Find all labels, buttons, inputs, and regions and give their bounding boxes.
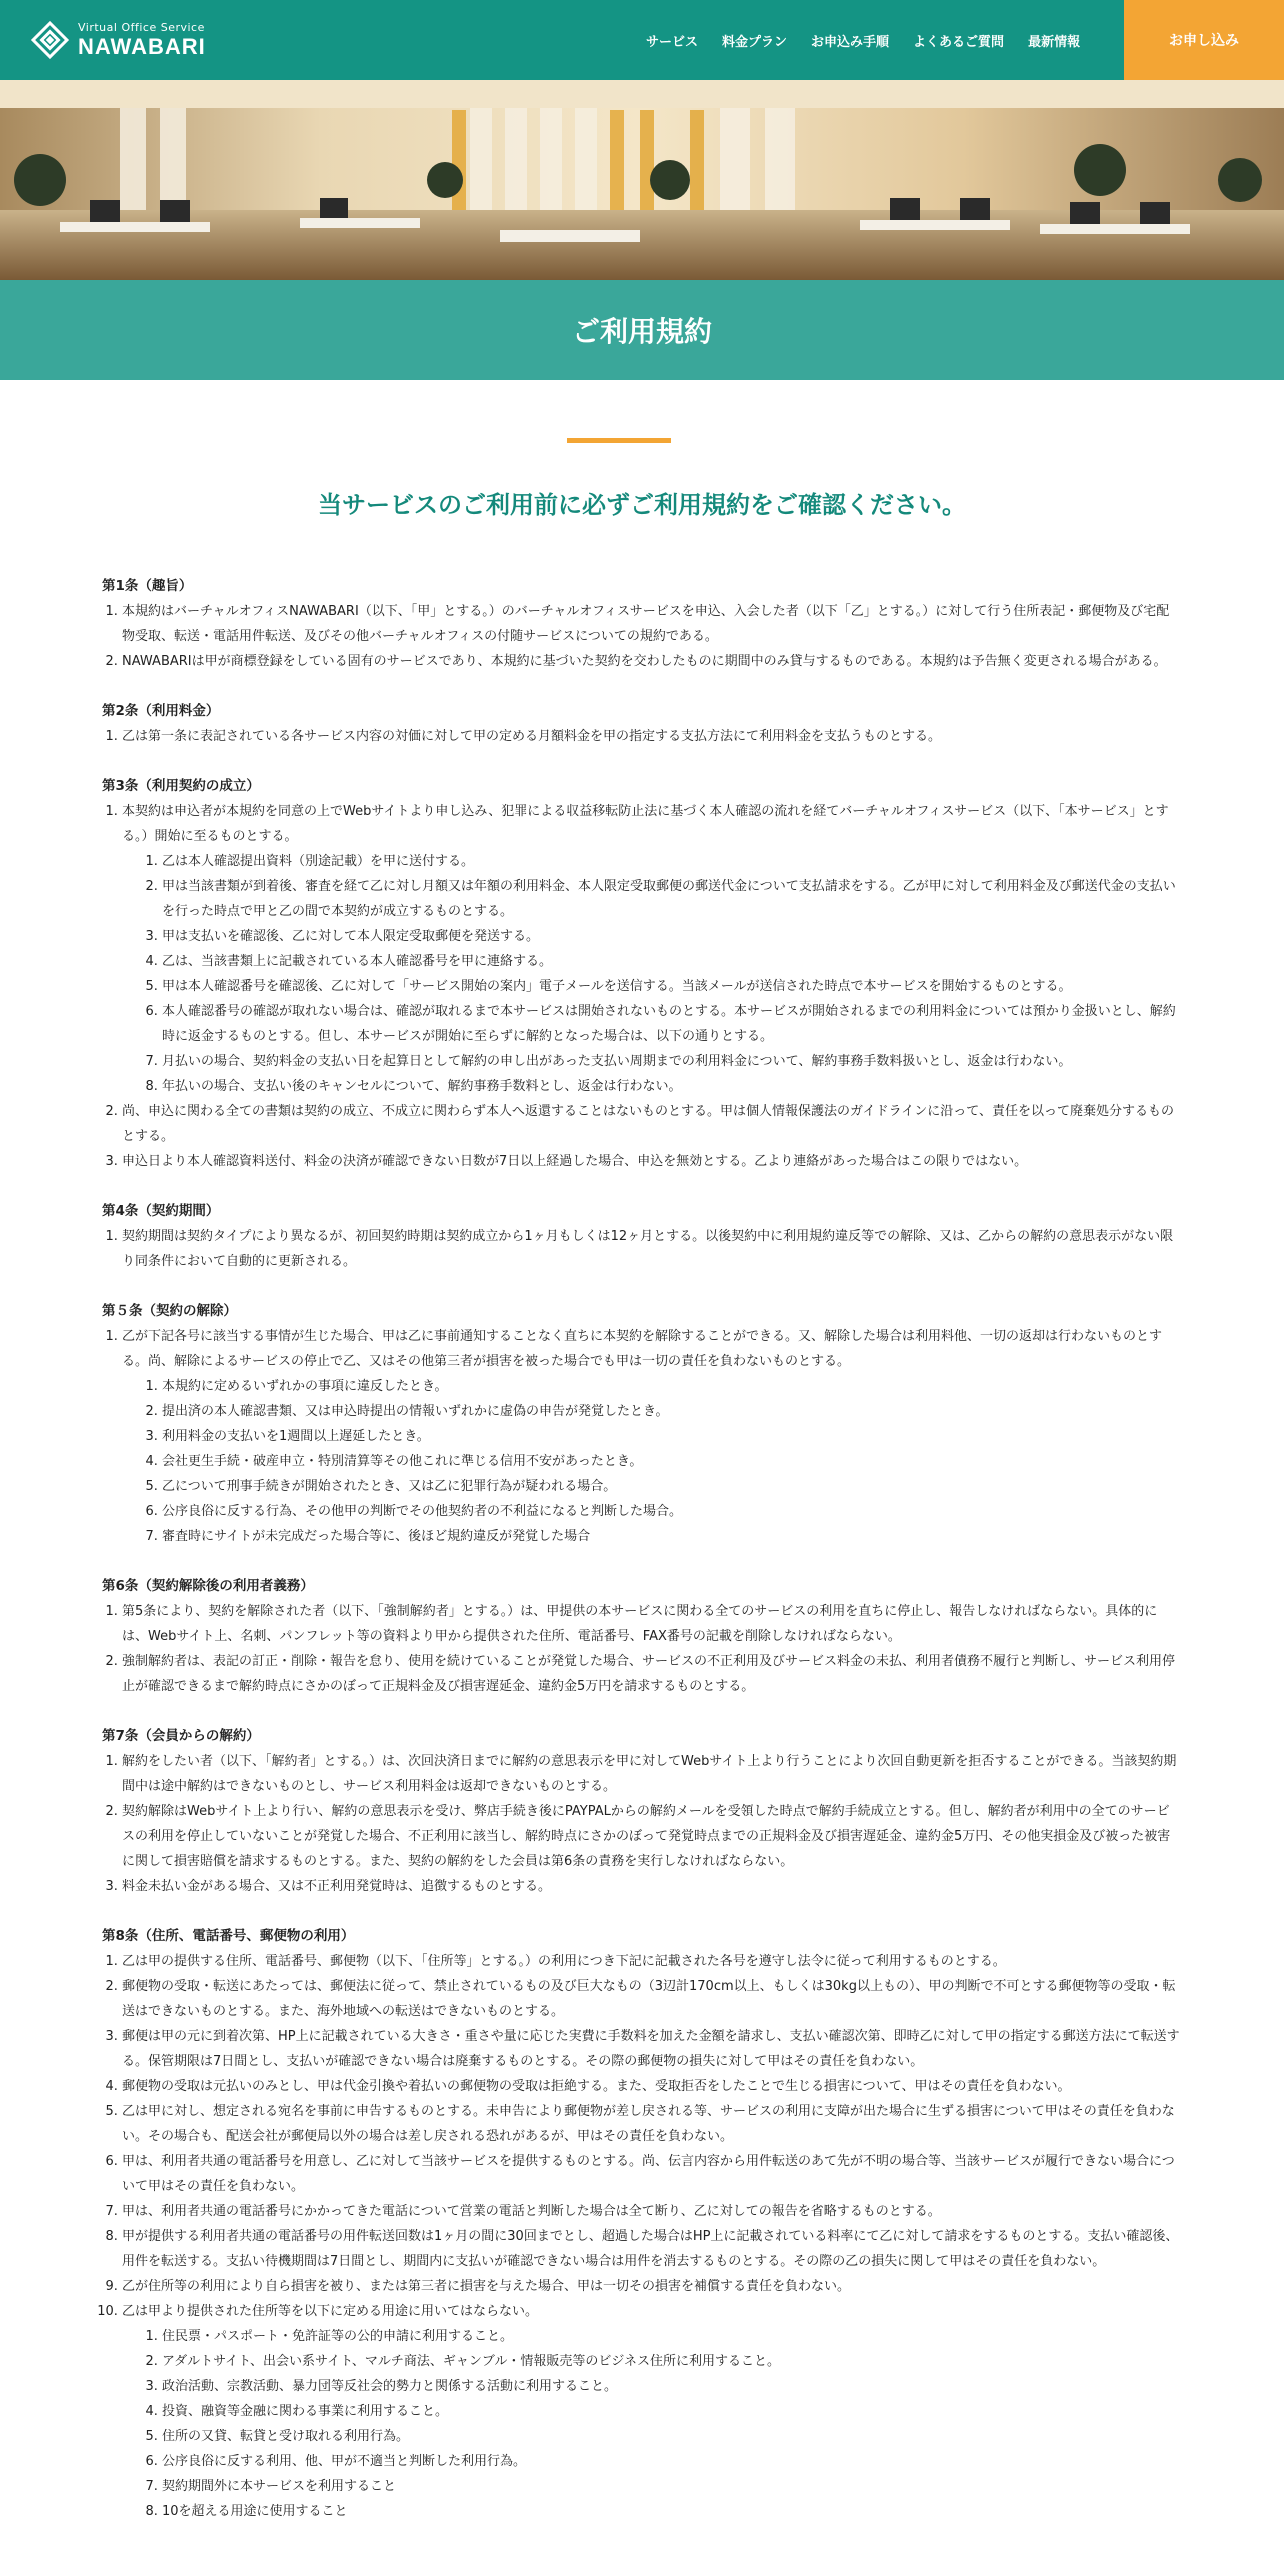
clause: 1. 解約をしたい者（以下、「解約者」とする。）は、次回決済日までに解約の意思表示を甲に対してWebサイト上より行うことにより次回自動更新を拒否することができる。当該契約期間中は途中解約はできないものとし、サービス利用料金は返却できないものとする。	[122, 1749, 1182, 1799]
clause-text: 乙が下記各号に該当する事情が生じた場合、甲は乙に事前通知することなく直ちに本契約を解除することができる。又、解除した場合は利用料他、一切の返却は行わないものとする。尚、解除によるサービスの停止で乙、又はその他第三者が損害を被った場合でも甲は一切の責任を負わないものとする。	[122, 1329, 1163, 1369]
clause: 2. 尚、申込に関わる全ての書類は契約の成立、不成立に関わらず本人へ返還することはないものとする。甲は個人情報保護法のガイドラインに沿って、責任を以って廃棄処分するものとする。	[122, 1099, 1182, 1149]
sub-clause: 2. 提出済の本人確認書類、又は申込時提出の情報いずれかに虚偽の申告が発覚したとき。	[162, 1399, 1182, 1424]
clause: 9. 乙が住所等の利用により自ら損害を被り、または第三者に損害を与えた場合、甲は一切その損害を補償する責任を負わない。	[122, 2274, 1182, 2299]
nav-service[interactable]: サービス	[646, 34, 699, 50]
article-6	[102, 1574, 1182, 1699]
sub-clause: 1. 本規約に定めるいずれかの事項に違反したとき。	[162, 1374, 1182, 1399]
clause: 1. 本規約はバーチャルオフィスNAWABARI（以下、「甲」とする。）のバーチャルオフィスサービスを申込、入会した者（以下「乙」とする。）に対して行う住所表記・郵便物及び宅配物受取、転送・電話用件転送、及びその他バーチャルオフィスの付随サービスについての規約である。	[122, 599, 1182, 649]
article-title: 第6条（契約解除後の利用者義務）	[102, 1578, 314, 1594]
sub-clause: 7. 契約期間外に本サービスを利用すること	[162, 2474, 1182, 2499]
page-title: ご利用規約	[571, 315, 712, 348]
sub-clause: 4. 投資、融資等金融に関わる事業に利用すること。	[162, 2399, 1182, 2424]
terms-content	[102, 574, 1182, 2549]
nav-faq[interactable]: よくあるご質問	[913, 34, 1005, 50]
sub-clause: 2. 甲は当該書類が到着後、審査を経て乙に対し月額又は年額の利用料金、本人限定受取郵便の郵送代金について支払請求をする。乙が甲に対して利用料金及び郵送代金の支払いを行った時点で甲と乙の間で本契約が成立するものとする。	[162, 874, 1182, 924]
apply-button[interactable]: お申し込み	[1124, 0, 1284, 80]
nav-pricing[interactable]: 料金プラン	[722, 34, 788, 50]
clause-text: 乙は甲より提供された住所等を以下に定める用途に用いてはならない。	[122, 2304, 539, 2319]
logo-wordmark: NAWABARI	[78, 34, 206, 59]
clause: 1. 第5条により、契約を解除された者（以下、「強制解約者」とする。）は、甲提供の本サービスに関わる全てのサービスの利用を直ちに停止し、報告しなければならない。具体的には、Webサイト上、名刺、パンフレット等の資料より甲から提供された住所、電話番号、FAX番号の記載を削除しなければならない。	[122, 1599, 1182, 1649]
sub-clause: 3. 政治活動、宗教活動、暴力団等反社会的勢力と関係する活動に利用すること。	[162, 2374, 1182, 2399]
article-title: 第7条（会員からの解約）	[102, 1728, 260, 1744]
logo[interactable]	[28, 14, 206, 66]
site-header	[0, 0, 1284, 80]
sub-clause: 3. 甲は支払いを確認後、乙に対して本人限定受取郵便を発送する。	[162, 924, 1182, 949]
sub-clause: 2. アダルトサイト、出会い系サイト、マルチ商法、ギャンブル・情報販売等のビジネス住所に利用すること。	[162, 2349, 1182, 2374]
nav-apply-steps[interactable]: お申込み手順	[811, 34, 890, 50]
article-8	[102, 1924, 1182, 2524]
clause: 2. 強制解約者は、表記の訂正・削除・報告を怠り、使用を続けていることが発覚した場合、サービスの不正利用及びサービス料金の未払、利用者債務不履行と判断し、サービス利用停止が確認できるまで解約時点にさかのぼって正規料金及び損害遅延金、違約金5万円を請求するものとする。	[122, 1649, 1182, 1699]
article-5	[102, 1299, 1182, 1549]
main-nav	[646, 0, 1104, 80]
clause: 1. 乙は甲の提供する住所、電話番号、郵便物（以下、「住所等」とする。）の利用につき下記に記載された各号を遵守し法令に従って利用するものとする。	[122, 1949, 1182, 1974]
sub-clause: 6. 公序良俗に反する利用、他、甲が不適当と判断した利用行為。	[162, 2449, 1182, 2474]
article-title: 第2条（利用料金）	[102, 703, 220, 719]
sub-clause: 5. 甲は本人確認番号を確認後、乙に対して「サービス開始の案内」電子メールを送信する。当該メールが送信された時点で本サービスを開始するものとする。	[162, 974, 1182, 999]
sub-clause: 7. 月払いの場合、契約料金の支払い日を起算日として解約の申し出があった支払い周期までの利用料金について、解約事務手数料扱いとし、返金は行わない。	[162, 1049, 1182, 1074]
clause: 4. 郵便物の受取は元払いのみとし、甲は代金引換や着払いの郵便物の受取は拒絶する。また、受取拒否をしたことで生じる損害について、甲はその責任を負わない。	[122, 2074, 1182, 2099]
article-2	[102, 699, 1182, 749]
page-title-band	[0, 280, 1284, 380]
lead-heading: 当サービスのご利用前に必ずご利用規約をご確認ください。	[318, 491, 966, 519]
clause: 2. NAWABARIは甲が商標登録をしている固有のサービスであり、本規約に基づいた契約を交わしたものに期間中のみ貸与するものである。本規約は予告無く変更される場合がある。	[122, 649, 1182, 674]
hero-office-image	[0, 80, 1284, 280]
clause	[122, 1324, 1182, 1549]
sub-clause: 1. 住民票・パスポート・免許証等の公的申請に利用すること。	[162, 2324, 1182, 2349]
accent-divider	[567, 438, 671, 443]
sub-clause: 6. 本人確認番号の確認が取れない場合は、確認が取れるまで本サービスは開始されないものとする。本サービスが開始されるまでの利用料金については預かり金扱いとし、解約時に返金するものとする。但し、本サービスが開始に至らずに解約となった場合は、以下の通りとする。	[162, 999, 1182, 1049]
article-4	[102, 1199, 1182, 1274]
sub-clause: 8. 10を超える用途に使用すること	[162, 2499, 1182, 2524]
clause: 2. 郵便物の受取・転送にあたっては、郵便法に従って、禁止されているもの及び巨大なもの（3辺計170cm以上、もしくは30kg以上もの）、甲の判断で不可とする郵便物等の受取・転送はできないものとする。また、海外地域への転送はできないものとする。	[122, 1974, 1182, 2024]
article-3	[102, 774, 1182, 1174]
sub-clause: 5. 住所の又貸、転貸と受け取れる利用行為。	[162, 2424, 1182, 2449]
clause: 3. 郵便は甲の元に到着次第、HP上に記載されている大きさ・重さや量に応じた実費に手数料を加えた金額を請求し、支払い確認次第、即時乙に対して甲の指定する郵送方法にて転送する。保管期限は7日間とし、支払いが確認できない場合は廃棄するものとする。その際の郵便物の損失に対して甲はその責任を負わない。	[122, 2024, 1182, 2074]
article-title: 第５条（契約の解除）	[102, 1303, 237, 1319]
clause-text: 本契約は申込者が本規約を同意の上でWebサイトより申し込み、犯罪による収益移転防止法に基づく本人確認の流れを経てバーチャルオフィスサービス（以下、「本サービス」とする。）開始に至るものとする。	[122, 804, 1169, 844]
sub-clause: 1. 乙は本人確認提出資料（別途記載）を甲に送付する。	[162, 849, 1182, 874]
clause: 1. 契約期間は契約タイプにより異なるが、初回契約時期は契約成立から1ヶ月もしくは12ヶ月とする。以後契約中に利用規約違反等での解除、又は、乙からの解約の意思表示がない限り同条件において自動的に更新される。	[122, 1224, 1182, 1274]
sub-clause: 6. 公序良俗に反する行為、その他甲の判断でその他契約者の不利益になると判断した場合。	[162, 1499, 1182, 1524]
clause	[122, 799, 1182, 1099]
clause: 8. 甲が提供する利用者共通の電話番号の用件転送回数は1ヶ月の間に30回までとし、超過した場合はHP上に記載されている料率にて乙に対して請求をするものとする。支払い確認後、用件を転送する。支払い待機期間は7日間とし、期間内に支払いが確認できない場合は用件を消去するものとする。その際の乙の損失に関して甲はその責任を負わない。	[122, 2224, 1182, 2274]
sub-clause: 5. 乙について刑事手続きが開始されたとき、又は乙に犯罪行為が疑われる場合。	[162, 1474, 1182, 1499]
article-title: 第3条（利用契約の成立）	[102, 778, 260, 794]
sub-clause: 7. 審査時にサイトが未完成だった場合等に、後ほど規約違反が発覚した場合	[162, 1524, 1182, 1549]
article-1	[102, 574, 1182, 674]
nav-news[interactable]: 最新情報	[1028, 34, 1081, 50]
sub-clause: 3. 利用料金の支払いを1週間以上遅延したとき。	[162, 1424, 1182, 1449]
sub-clause: 8. 年払いの場合、支払い後のキャンセルについて、解約事務手数料とし、返金は行わない。	[162, 1074, 1182, 1099]
clause: 7. 甲は、利用者共通の電話番号にかかってきた電話について営業の電話と判断した場合は全て断り、乙に対しての報告を省略するものとする。	[122, 2199, 1182, 2224]
clause: 5. 乙は甲に対し、想定される宛名を事前に申告するものとする。未申告により郵便物が差し戻される等、サービスの利用に支障が出た場合に生ずる損害について甲はその責任を負わない。その場合も、配送会社が郵便局以外の場合は差し戻される恐れがあるが、甲はその責任を負わない。	[122, 2099, 1182, 2149]
clause: 1. 乙は第一条に表記されている各サービス内容の対価に対して甲の定める月額料金を甲の指定する支払方法にて利用料金を支払うものとする。	[122, 724, 1182, 749]
sub-clause: 4. 会社更生手続・破産申立・特別清算等その他これに準じる信用不安があったとき。	[162, 1449, 1182, 1474]
clause	[122, 2299, 1182, 2524]
clause: 6. 甲は、利用者共通の電話番号を用意し、乙に対して当該サービスを提供するものとする。尚、伝言内容から用件転送のあて先が不明の場合等、当該サービスが履行できない場合について甲はその責任を負わない。	[122, 2149, 1182, 2199]
nawabari-logo-icon	[28, 18, 72, 62]
article-title: 第1条（趣旨）	[102, 578, 193, 594]
sub-clause: 4. 乙は、当該書類上に記載されている本人確認番号を甲に連絡する。	[162, 949, 1182, 974]
article-7	[102, 1724, 1182, 1899]
clause: 2. 契約解除はWebサイト上より行い、解約の意思表示を受け、弊店手続き後にPAYPALからの解約メールを受領した時点で解約手続成立とする。但し、解約者が利用中の全てのサービスの利用を停止していないことが発覚した場合、不正利用に該当し、解約時点にさかのぼって発覚時点までの正規料金及び損害遅延金、違約金5万円、その他実損金及び被った被害に関して損害賠償を請求するものとする。また、契約の解約をした会員は第6条の責務を実行しなければならない。	[122, 1799, 1182, 1874]
clause: 3. 申込日より本人確認資料送付、料金の決済が確認できない日数が7日以上経過した場合、申込を無効とする。乙より連絡があった場合はこの限りではない。	[122, 1149, 1182, 1174]
clause: 3. 料金未払い金がある場合、又は不正利用発覚時は、追徴するものとする。	[122, 1874, 1182, 1899]
logo-subtitle: Virtual Office Service	[78, 21, 205, 34]
article-title: 第4条（契約期間）	[102, 1203, 220, 1219]
article-title: 第8条（住所、電話番号、郵便物の利用）	[102, 1928, 355, 1944]
